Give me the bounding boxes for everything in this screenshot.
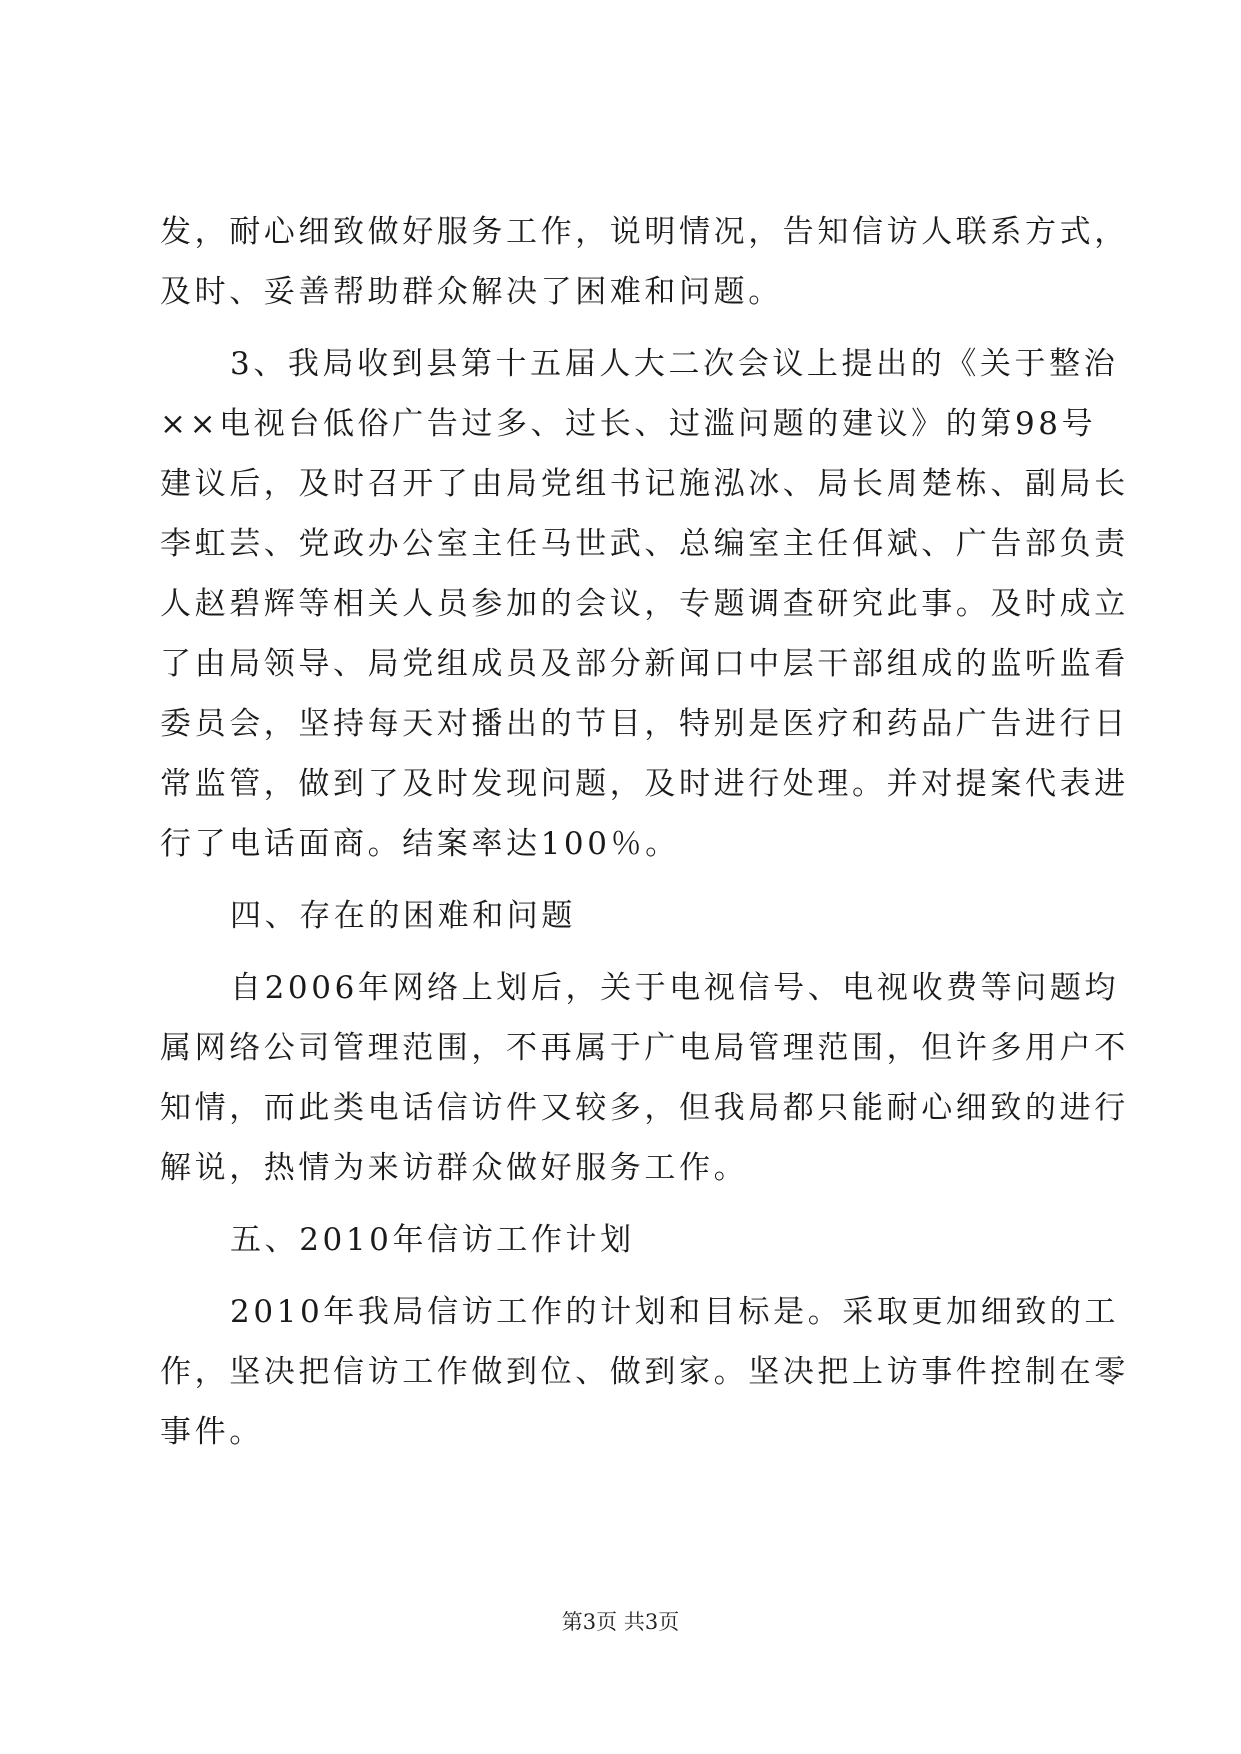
- text-line: 常监管，做到了及时发现问题，及时进行处理。并对提案代表进: [160, 766, 1129, 802]
- text-line: 属网络公司管理范围，不再属于广电局管理范围，但许多用户不: [160, 1030, 1129, 1066]
- text-line: 行了电话面商。结案率达100％。: [160, 826, 680, 862]
- text-line: 解说，热情为来访群众做好服务工作。: [160, 1150, 749, 1186]
- text-line: 了由局领导、局党组成员及部分新闻口中层干部组成的监听监看: [160, 646, 1129, 682]
- text-line: 知情，而此类电话信访件又较多，但我局都只能耐心细致的进行: [160, 1090, 1129, 1126]
- section-heading: 五、2010年信访工作计划: [230, 1222, 635, 1258]
- text-line: 建议后，及时召开了由局党组书记施泓冰、局长周楚栋、副局长: [160, 466, 1129, 502]
- text-line: ××电视台低俗广告过多、过长、过滥问题的建议》的第98号: [160, 406, 1097, 442]
- page-footer: 第3页 共3页: [561, 1610, 680, 1634]
- text-line: 人赵碧辉等相关人员参加的会议，专题调查研究此事。及时成立: [160, 586, 1129, 622]
- text-line: 2010年我局信访工作的计划和目标是。采取更加细致的工: [230, 1294, 1120, 1330]
- text-line: 发，耐心细致做好服务工作，说明情况，告知信访人联系方式，: [160, 214, 1129, 250]
- text-line: 及时、妥善帮助群众解决了困难和问题。: [160, 274, 783, 310]
- text-line: 李虹芸、党政办公室主任马世武、总编室主任佴斌、广告部负责: [160, 526, 1129, 562]
- text-line: 委员会，坚持每天对播出的节目，特别是医疗和药品广告进行日: [160, 706, 1129, 742]
- text-line: 自2006年网络上划后，关于电视信号、电视收费等问题均: [230, 970, 1120, 1006]
- text-line: 事件。: [160, 1414, 264, 1450]
- text-line: 作，坚决把信访工作做到位、做到家。坚决把上访事件控制在零: [160, 1354, 1129, 1390]
- section-heading: 四、存在的困难和问题: [230, 898, 576, 934]
- text-line: 3、我局收到县第十五届人大二次会议上提出的《关于整治: [230, 346, 1119, 382]
